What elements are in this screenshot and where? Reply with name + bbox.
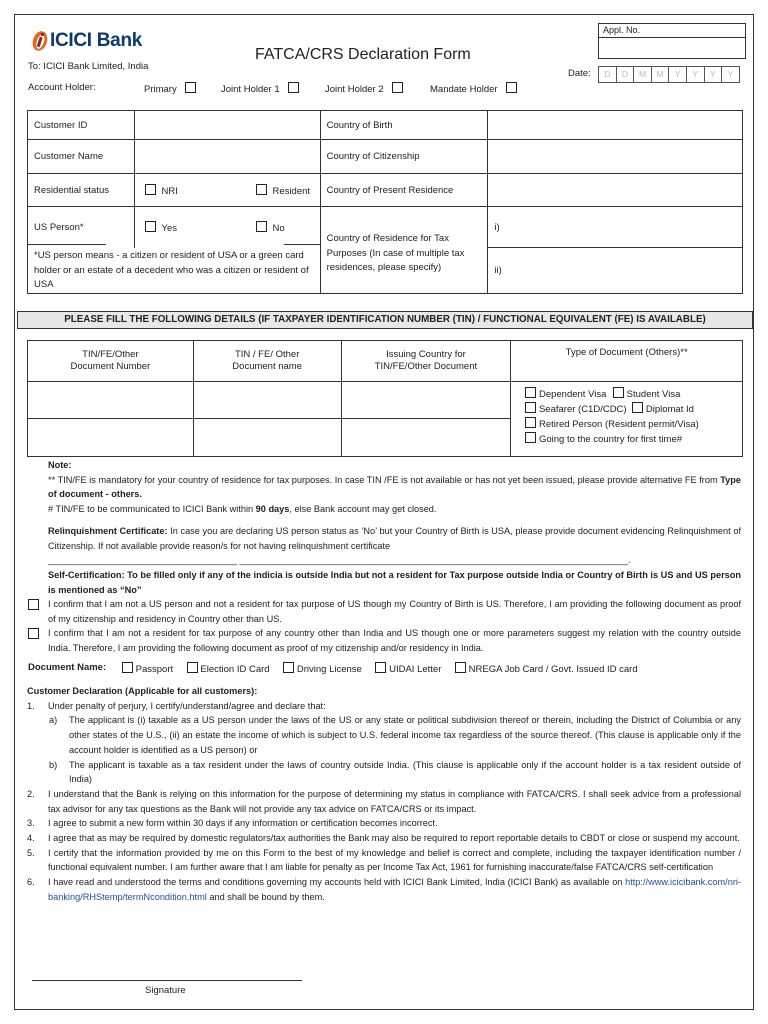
declaration-item-4: 4. I agree that as may be required by domestic regulators/tax authorities the Bank may also be required to report reportable details to CBDT or close or suspend my account. (27, 833, 740, 844)
us-person-label: US Person* (28, 207, 135, 248)
doc-type-header: Type of Document (Others)** (511, 341, 743, 382)
bank-name: ICICI Bank (50, 30, 143, 51)
account-holder-primary[interactable] (144, 82, 196, 95)
us-person-yes-checkbox[interactable] (145, 221, 156, 232)
retired-person-checkbox[interactable] (525, 417, 536, 428)
issuing-country-input-2[interactable] (341, 419, 511, 457)
diplomat-id-checkbox[interactable] (632, 402, 643, 413)
student-visa-checkbox[interactable] (613, 387, 624, 398)
confirm-not-us-person-text: I confirm that I am not a US person and not a resident for tax purpose of US though my Country of Birth is US. Therefore, I am providing the following document as proof of my citizenship and residency in Country other than US. (48, 599, 741, 624)
student-visa-label: Student Visa (626, 389, 681, 400)
date-month-1[interactable]: M (634, 66, 652, 83)
account-holder-label: Account Holder: (28, 82, 96, 93)
driving-license-checkbox[interactable] (283, 662, 294, 673)
nrega-card-label: NREGA Job Card / Govt. Issued ID card (468, 664, 638, 675)
relinquishment-note: Relinquishment Certificate: In case you are declaring US person status as ‘No’ but your Country of Birth is USA, please provide document evidencing Relinquishment of Citizenship. If not available provide reason/s for not having relinquishment certificate (48, 525, 741, 551)
customer-declaration (27, 684, 741, 905)
resident-label: Resident (272, 186, 311, 197)
country-citizenship-input[interactable] (488, 140, 743, 174)
us-person-note (28, 248, 321, 294)
primary-checkbox[interactable] (185, 82, 196, 93)
declaration-item-2: 2. I understand that the Bank is relying on this information for the purpose of determining my status in compliance with FATCA/CRS. I shall seek advice from a professional tax advisor for any tax questions as the Bank will not provide any tax advice on FATCA/CRS or its impact. (27, 788, 741, 814)
driving-license-label: Driving License (296, 664, 362, 675)
passport-checkbox[interactable] (122, 662, 133, 673)
us-person-no-label: No (272, 223, 285, 234)
date-year-3[interactable]: Y (705, 66, 723, 83)
nri-label: NRI (161, 185, 178, 197)
us-person-definition: *US person means - a citizen or resident of USA or a green card holder or an estate of a decedent who was a citizen or resident of USA (34, 250, 309, 290)
date-day-1[interactable]: D (598, 66, 617, 83)
tin-number-header: TIN/FE/Other Document Number (28, 341, 194, 382)
resident-checkbox[interactable] (256, 184, 267, 195)
roman-ii-label: ii) (494, 265, 502, 276)
uidai-letter-label: UIDAI Letter (389, 664, 442, 675)
declaration-item-1b: b) The applicant is taxable as a tax resident under the laws of country outside India. (This clause is applicable only if the account holder is a tax resident outside of India) (49, 759, 741, 785)
retired-person-label: Retired Person (Resident permit/Visa) (538, 419, 699, 430)
customer-name-label: Customer Name (28, 140, 135, 174)
declaration-item-5: 5. I certify that the information provided by me on this Form to the best of my knowledge and belief is correct and complete, including the taxpayer identification number / functional equivalent number. I am further aware that I am liable for penalty as per Income Tax Act, 1961 for furnishing inaccurate/false FATCA/CRS self-certification (27, 847, 741, 873)
country-citizenship-label: Country of Citizenship (320, 140, 488, 174)
tin-doc-name-input-1[interactable] (193, 382, 341, 419)
joint-holder-2-label: Joint Holder 2 (325, 84, 384, 95)
seafarer-label: Seafarer (C1D/CDC) (538, 404, 627, 415)
mandate-holder-checkbox[interactable] (506, 82, 517, 93)
us-person-options (134, 207, 320, 248)
confirm-india-resident-text: I confirm that I am not a resident for tax purpose of any country other than India and US though one or more parameters suggest my relation with the country outside India. Therefore, I am providing the following document as proof of my citizenship and/or residency in India. (48, 628, 741, 653)
nri-checkbox[interactable] (145, 184, 156, 195)
issuing-country-input-1[interactable] (341, 382, 511, 419)
doc-type-options (511, 382, 743, 457)
customer-id-input[interactable] (134, 111, 320, 140)
us-person-no-checkbox[interactable] (256, 221, 267, 232)
election-id-label: Election ID Card (200, 664, 270, 675)
issuing-country-header: Issuing Country for TIN/FE/Other Document (341, 341, 511, 382)
roman-i-label: i) (494, 221, 500, 233)
confirm-india-resident-checkbox[interactable] (28, 628, 39, 639)
date-year-4[interactable]: Y (722, 66, 740, 83)
declaration-item-1a: a) The applicant is (i) taxable as a US person under the laws of the US or any state or political subdivision thereof or therein, including the District of Columbia or any other states of the U.S., (ii) an estate the income of which is subject to U.S. federal income tax regardless of the source thereof. (This clause is applicable only if the account holder is identified as a US person) or (49, 715, 741, 755)
us-person-yes-label: Yes (161, 222, 178, 234)
mandate-holder-label: Mandate Holder (430, 84, 498, 95)
first-time-label: Going to the country for first time# (538, 434, 683, 445)
country-present-residence-input[interactable] (488, 174, 743, 207)
relinquishment-reason-line[interactable]: _____________________________________ ____________________________________________________________________________. (48, 555, 631, 566)
declaration-item-6: 6. I have read and understood the terms and conditions governing my accounts held with ICICI Bank Limited, India (ICICI Bank) as available on http://www.icicibank.com/nri-banking/RHStemp/termNcondition.html and shall be bound by them. (27, 877, 741, 902)
country-birth-label: Country of Birth (320, 111, 488, 140)
primary-label: Primary (144, 84, 177, 95)
tax-residence-i-input[interactable] (488, 207, 743, 248)
confirm-not-us-person-checkbox[interactable] (28, 599, 39, 610)
declaration-heading: Customer Declaration (Applicable for all customers): (27, 686, 258, 696)
tin-section-banner: PLEASE FILL THE FOLLOWING DETAILS (IF TAXPAYER IDENTIFICATION NUMBER (TIN) / FUNCTIONAL EQUIVALENT (FE) IS AVAILABLE) (17, 311, 753, 329)
tin-doc-name-header: TIN / FE/ Other Document name (193, 341, 341, 382)
nrega-card-checkbox[interactable] (455, 662, 466, 673)
date-day-2[interactable]: D (617, 66, 635, 83)
appl-no-box[interactable] (598, 23, 746, 59)
country-tax-residence-label: Country of Residence for Tax Purposes (In case of multiple tax residences, please specify) (320, 207, 488, 294)
diplomat-id-label: Diplomat Id (645, 404, 694, 415)
joint-holder-2-checkbox[interactable] (392, 82, 403, 93)
election-id-checkbox[interactable] (187, 662, 198, 673)
signature-label: Signature (145, 985, 186, 996)
date-year-2[interactable]: Y (687, 66, 705, 83)
terms-link[interactable]: http://www.icicibank.com/nri-banking/RHStemp/termNcondition.html (48, 877, 741, 902)
signature-line[interactable] (32, 980, 302, 981)
joint-holder-1-checkbox[interactable] (288, 82, 299, 93)
uidai-letter-checkbox[interactable] (375, 662, 386, 673)
note-heading: Note: (48, 460, 72, 470)
joint-holder-1-label: Joint Holder 1 (221, 84, 280, 95)
tax-residence-ii-input[interactable] (488, 248, 743, 294)
note-tin-90-days: # TIN/FE to be communicated to ICICI Bank within 90 days, else Bank account may get closed. (48, 504, 437, 515)
customer-name-input[interactable] (134, 140, 320, 174)
date-label: Date: (568, 68, 591, 79)
icici-logo-icon (30, 30, 50, 52)
account-holder-joint-1[interactable] (221, 82, 299, 95)
date-field[interactable] (598, 66, 740, 83)
note-tin-mandatory: ** TIN/FE is mandatory for your country of residence for tax purposes. In case TIN /FE is not available or has not yet been issued, please provide alternative FE from Type of document - others. (48, 474, 741, 500)
document-name-options (122, 662, 638, 675)
appl-no-label: Appl. No. (599, 24, 745, 38)
account-holder-joint-2[interactable] (325, 82, 403, 95)
passport-label: Passport (135, 664, 174, 675)
dependent-visa-checkbox[interactable] (525, 387, 536, 398)
bank-logo (30, 30, 142, 52)
tin-table (27, 340, 743, 457)
customer-details-table (27, 110, 743, 294)
declaration-item-1: 1. Under penalty of perjury, I certify/understand/agree and declare that: (27, 700, 326, 711)
country-present-residence-label: Country of Present Residence (320, 174, 488, 207)
dependent-visa-label: Dependent Visa (538, 389, 607, 400)
date-month-2[interactable]: M (652, 66, 670, 83)
customer-id-label: Customer ID (28, 111, 135, 140)
tin-doc-name-input-2[interactable] (193, 419, 341, 457)
declaration-item-3: 3. I agree to submit a new form within 30 days if any information or certification becomes incorrect. (27, 818, 438, 829)
tin-number-input-2[interactable] (28, 419, 194, 457)
residential-status-label: Residential status (28, 174, 135, 207)
account-holder-mandate[interactable] (430, 82, 517, 95)
seafarer-checkbox[interactable] (525, 402, 536, 413)
page-title: FATCA/CRS Declaration Form (255, 46, 471, 63)
self-certification-heading: Self-Certification: To be filled only if any of the indicia is outside India but not a resident for Tax purpose outside India or Country of Birth is US and US person is mentioned as “No” (48, 569, 741, 595)
residential-status-options (134, 174, 320, 207)
first-time-checkbox[interactable] (525, 432, 536, 443)
document-name-label: Document Name: (28, 662, 107, 673)
to-line: To: ICICI Bank Limited, India (28, 61, 149, 72)
tin-number-input-1[interactable] (28, 382, 194, 419)
notes-section (48, 458, 741, 597)
date-year-1[interactable]: Y (669, 66, 687, 83)
country-birth-input[interactable] (488, 111, 743, 140)
